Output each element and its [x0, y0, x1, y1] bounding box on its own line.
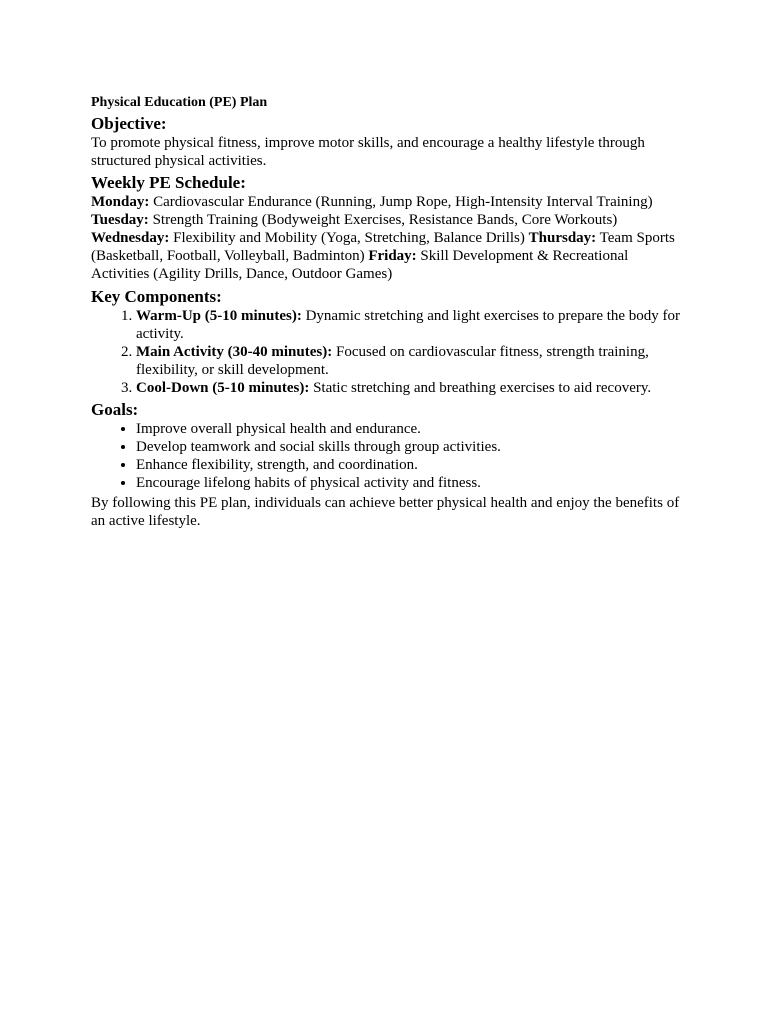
schedule-activity: Skill Development & Recreational Activities (Agility Drills, Dance, Outdoor Games) — [91, 248, 629, 282]
component-label: Warm-Up (5-10 minutes): — [136, 308, 302, 324]
schedule-activity: Strength Training (Bodyweight Exercises, Resistance Bands, Core Workouts) — [152, 212, 618, 228]
schedule-activity: Flexibility and Mobility (Yoga, Stretching, Balance Drills) — [173, 230, 525, 246]
goals-list — [91, 420, 681, 492]
component-label: Main Activity (30-40 minutes): — [136, 344, 333, 360]
components-heading: Key Components: — [91, 287, 222, 306]
schedule-day: Monday: — [91, 194, 150, 210]
component-text: Focused on cardiovascular fitness, strength training, flexibility, or skill development. — [136, 344, 649, 378]
component-text: Static stretching and breathing exercises to aid recovery. — [313, 380, 652, 396]
component-label: Cool-Down (5-10 minutes): — [136, 380, 310, 396]
goals-heading: Goals: — [91, 400, 139, 419]
list-item: • Encourage lifelong habits of physical activity and fitness. — [136, 474, 681, 492]
list-item: • Develop teamwork and social skills through group activities. — [136, 438, 681, 456]
objective-heading: Objective: — [91, 114, 167, 133]
list-item — [136, 379, 681, 397]
schedule-day: Wednesday: — [91, 230, 170, 246]
weekly-schedule — [91, 193, 681, 283]
document-page — [91, 94, 681, 532]
schedule-activity: Cardiovascular Endurance (Running, Jump Rope, High-Intensity Interval Training) — [153, 194, 653, 210]
list-item — [136, 343, 681, 379]
schedule-day: Friday: — [368, 248, 417, 264]
schedule-activity: Team Sports (Basketball, Football, Volleyball, Badminton) — [91, 230, 675, 264]
list-item: • Improve overall physical health and endurance. — [136, 420, 681, 438]
schedule-day: Tuesday: — [91, 212, 149, 228]
document-title: Physical Education (PE) Plan — [91, 95, 268, 110]
component-text: Dynamic stretching and light exercises to prepare the body for activity. — [136, 308, 681, 342]
list-item — [136, 307, 681, 343]
components-list — [91, 307, 681, 397]
schedule-heading: Weekly PE Schedule: — [91, 173, 246, 192]
conclusion-text: By following this PE plan, individuals can achieve better physical health and enjoy the benefits of an active lifestyle. — [91, 495, 680, 529]
list-item: • Enhance flexibility, strength, and coordination. — [136, 456, 681, 474]
objective-text: To promote physical fitness, improve motor skills, and encourage a healthy lifestyle through structured physical activities. — [91, 135, 645, 169]
schedule-day: Thursday: — [528, 230, 597, 246]
